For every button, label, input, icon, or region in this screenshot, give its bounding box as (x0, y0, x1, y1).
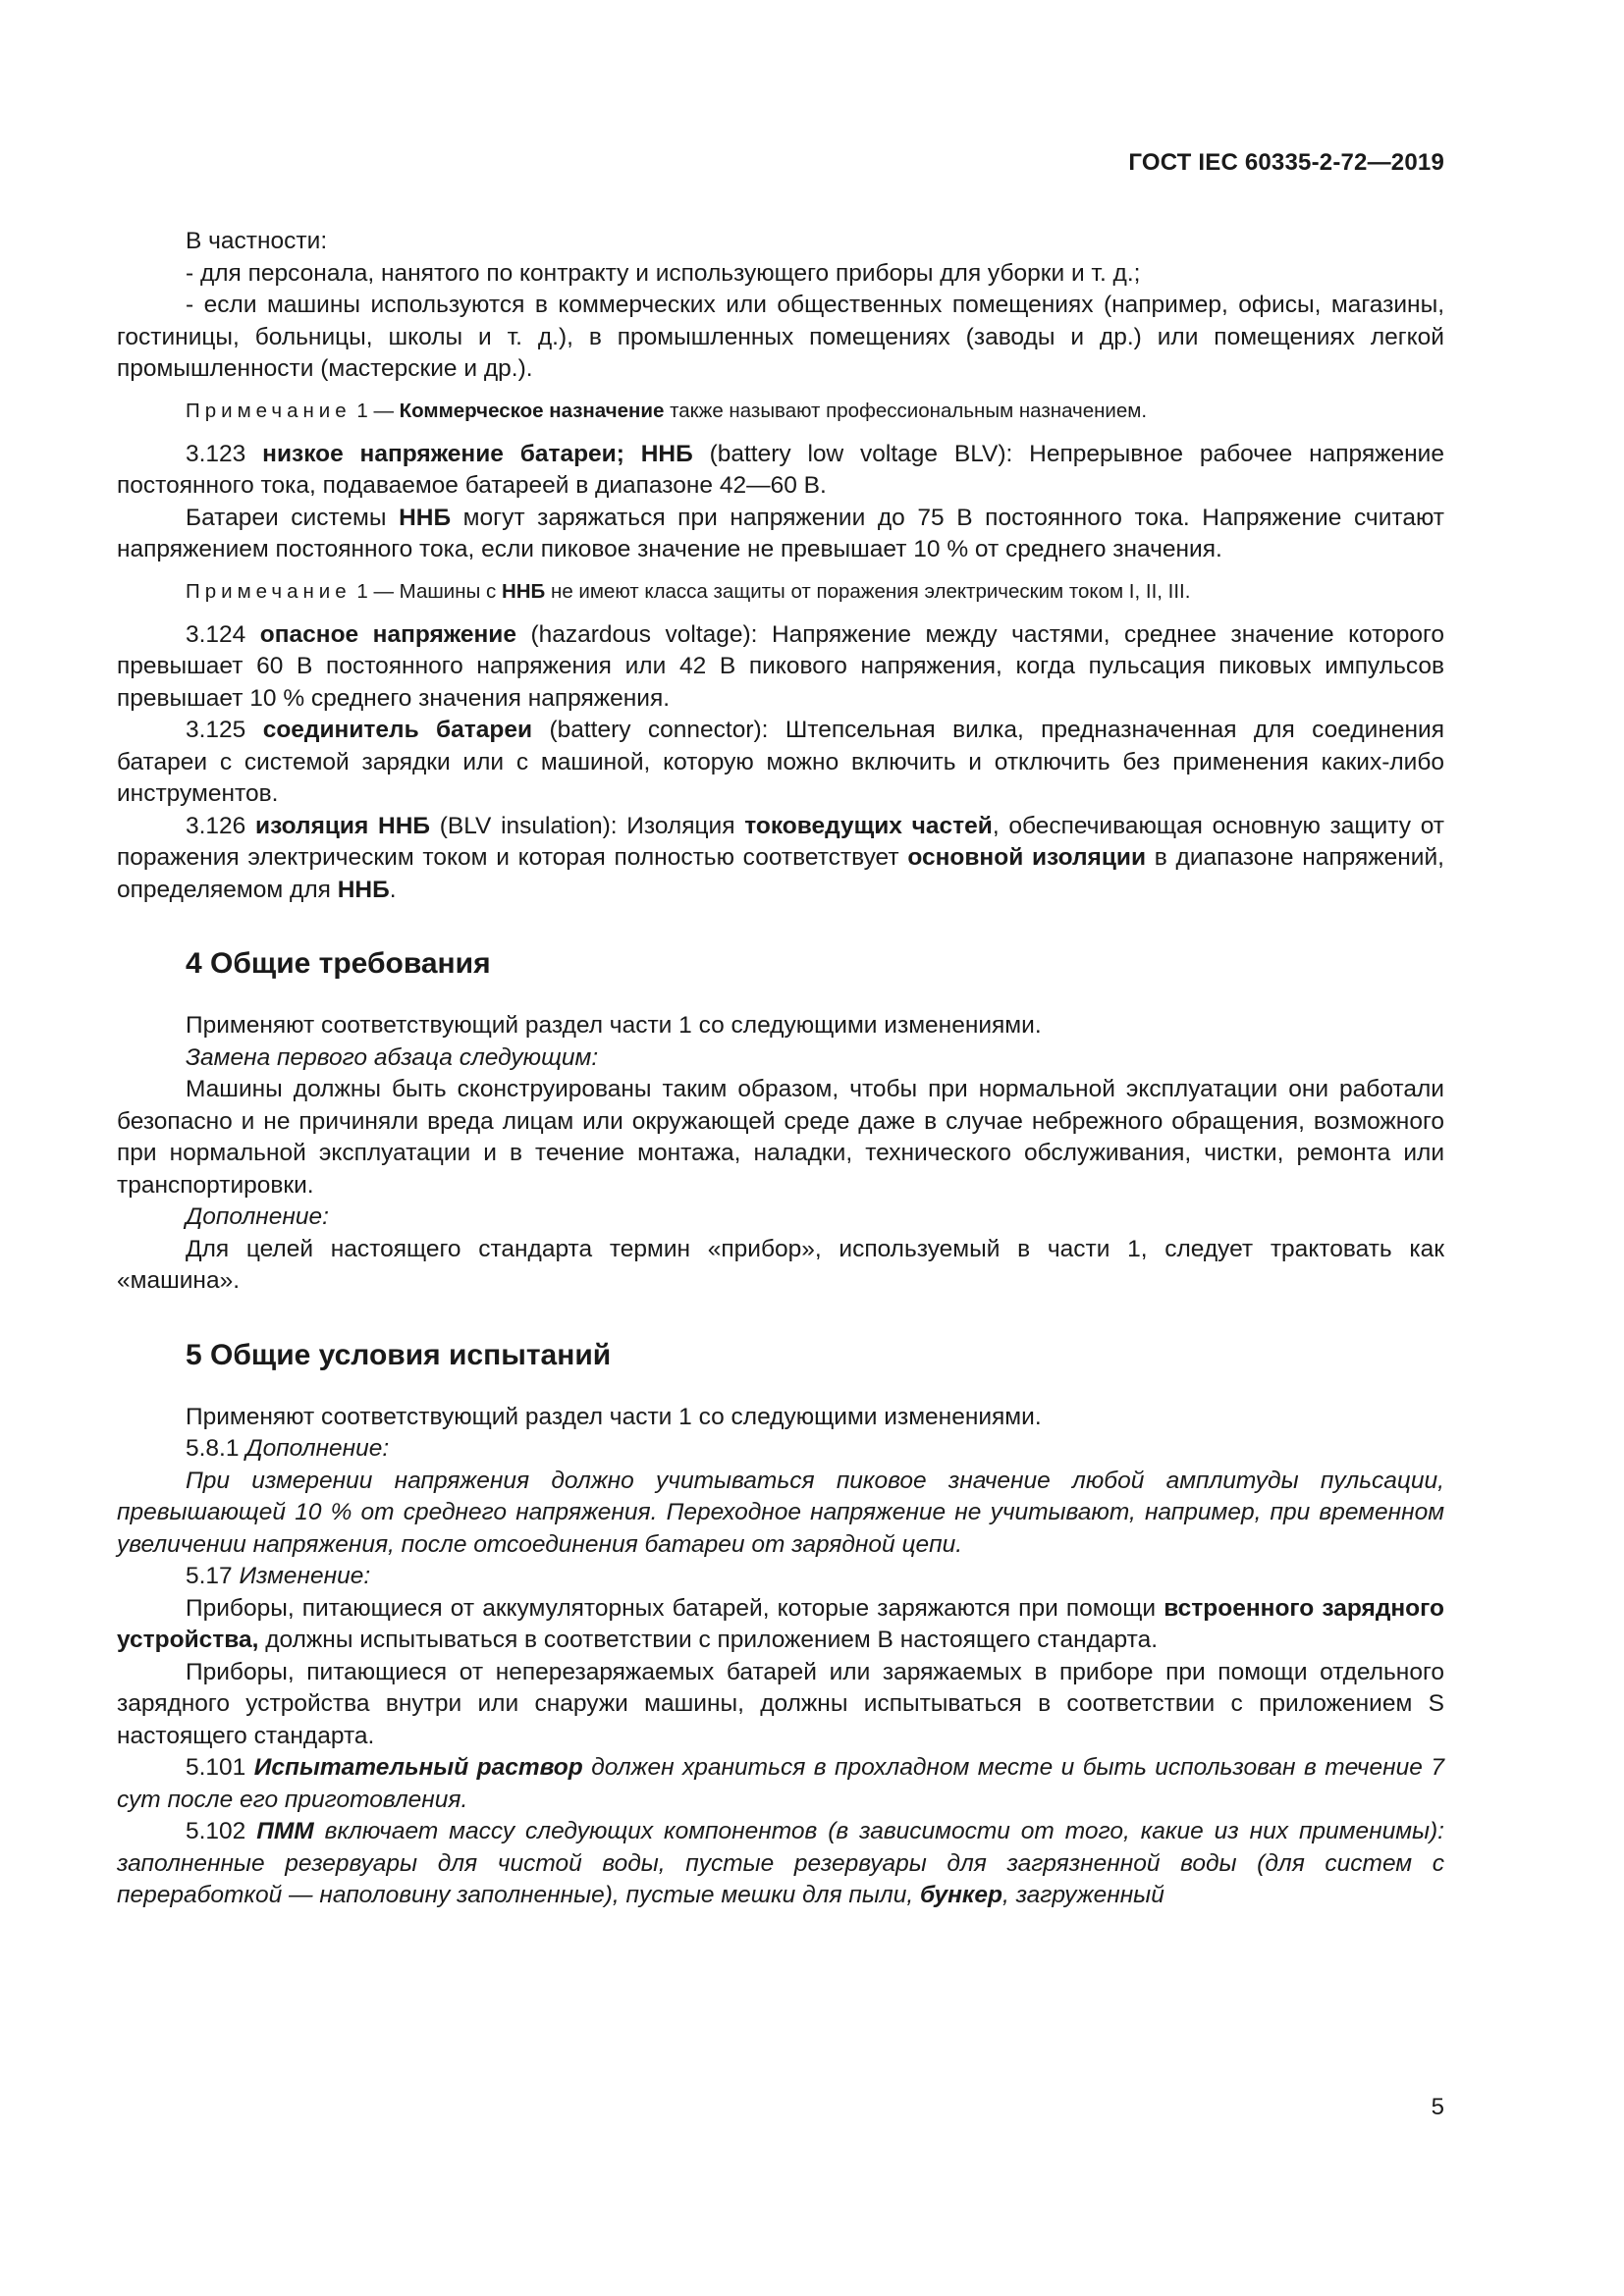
list-item: - для персонала, нанятого по контракту и использующего приборы для уборки и т. д.; (186, 259, 1141, 287)
note-label: Примечание (186, 579, 352, 603)
section-title-5: 5 Общие условия испытаний (186, 1338, 612, 1371)
paragraph: Применяют соответствующий раздел части 1 со следующими изменениями. (186, 1403, 1042, 1430)
paragraph: Приборы, питающиеся от аккумуляторных батарей, которые заряжаются при помощи встроенного зарядного устройства, должны испытываться в соответствии с приложением В настоящего стандарта. (117, 1594, 1444, 1653)
paragraph: Замена первого абзаца следующим: (186, 1043, 599, 1071)
paragraph: Батареи системы ННБ могут заряжаться при напряжении до 75 В постоянного тока. Напряжение считают напряжением постоянного тока, если пиковое значение не превышает 10 % от среднего значения. (117, 504, 1445, 562)
section-title-4: 4 Общие требования (186, 947, 491, 980)
document-page (117, 0, 1444, 2296)
paragraph: При измерении напряжения должно учитываться пиковое значение любой амплитуды пульсации, превышающей 10 % от среднего напряжения. Переходное напряжение не учитывают, например, при временном увеличении напряжения, после отсоединения батареи от зарядной цепи. (117, 1467, 1444, 1558)
document-body (117, 226, 1444, 1912)
term-3-126: 3.126 изоляция ННБ (BLV insulation): Изоляция токоведущих частей, обеспечивающая основную защиту от поражения электрическим током и которая полностью соответствует основной изоляции в диапазоне напряжений, определяемом для ННБ. (117, 812, 1444, 903)
paragraph: Для целей настоящего стандарта термин «прибор», используемый в части 1, следует трактовать как «машина». (117, 1235, 1444, 1294)
term-3-124: 3.124 опасное напряжение (hazardous voltage): Напряжение между частями, среднее значение которого превышает 60 В постоянного напряжения или 42 В пикового напряжения, когда пульсация пиковых импульсов превышает 10 % среднего значения напряжения. (117, 620, 1444, 712)
clause-5-17: 5.17 Изменение: (186, 1563, 371, 1589)
list-item: - если машины используются в коммерческих или общественных помещениях (например, офисы, магазины, гостиницы, больницы, школы и т. д.), в промышленных помещениях (заводы и др.) или помещениях легкой промышленности (мастерские и др.). (117, 292, 1444, 382)
clause-5-8-1: 5.8.1 Дополнение: (186, 1435, 390, 1462)
paragraph: Применяют соответствующий раздел части 1 со следующими изменениями. (186, 1012, 1042, 1039)
paragraph: Дополнение: (186, 1203, 329, 1230)
note-label: Примечание (186, 399, 352, 422)
term-3-123: 3.123 низкое напряжение батареи; ННБ (battery low voltage BLV): Непрерывное рабочее напряжение постоянного тока, подаваемое батареей в диапазоне 42—60 В. (117, 440, 1444, 499)
paragraph-particular: В частности: (186, 228, 328, 254)
note-commercial: Примечание 1 — Коммерческое назначение также называют профессиональным назначением. (186, 399, 1148, 422)
note-blv: Примечание 1 — Машины с ННБ не имеют класса защиты от поражения электрическим током I, II, III. (186, 579, 1191, 603)
paragraph: Машины должны быть сконструированы таким образом, чтобы при нормальной эксплуатации они работали безопасно и не причиняли вреда лицам или окружающей среде даже в случае небрежного обращения, возможного при нормальной эксплуатации и в течение монтажа, наладки, технического обслуживания, чистки, ремонта или транспортировки. (117, 1076, 1444, 1199)
clause-5-101: 5.101 Испытательный раствор должен храниться в прохладном месте и быть использован в течение 7 сут после его приготовления. (117, 1754, 1444, 1813)
paragraph: Приборы, питающиеся от неперезаряжаемых батарей или заряжаемых в приборе при помощи отдельного зарядного устройства внутри или снаружи машины, должны испытываться в соответствии с приложением S настоящего стандарта. (117, 1658, 1444, 1749)
term-3-125: 3.125 соединитель батареи (battery connector): Штепсельная вилка, предназначенная для соединения батареи с системой зарядки или с машиной, которую можно включить и отключить без применения каких-либо инструментов. (117, 717, 1444, 807)
page-number: 5 (1431, 2094, 1444, 2120)
document-header: ГОСТ IEC 60335-2-72—2019 (1128, 149, 1444, 176)
clause-5-102: 5.102 ПММ включает массу следующих компонентов (в зависимости от того, какие из них применимы): заполненные резервуары для чистой воды, пустые резервуары для загрязненной воды (для систем с переработкой — наполовину заполненные), пустые мешки для пыли, бункер, загруженный (117, 1818, 1444, 1908)
